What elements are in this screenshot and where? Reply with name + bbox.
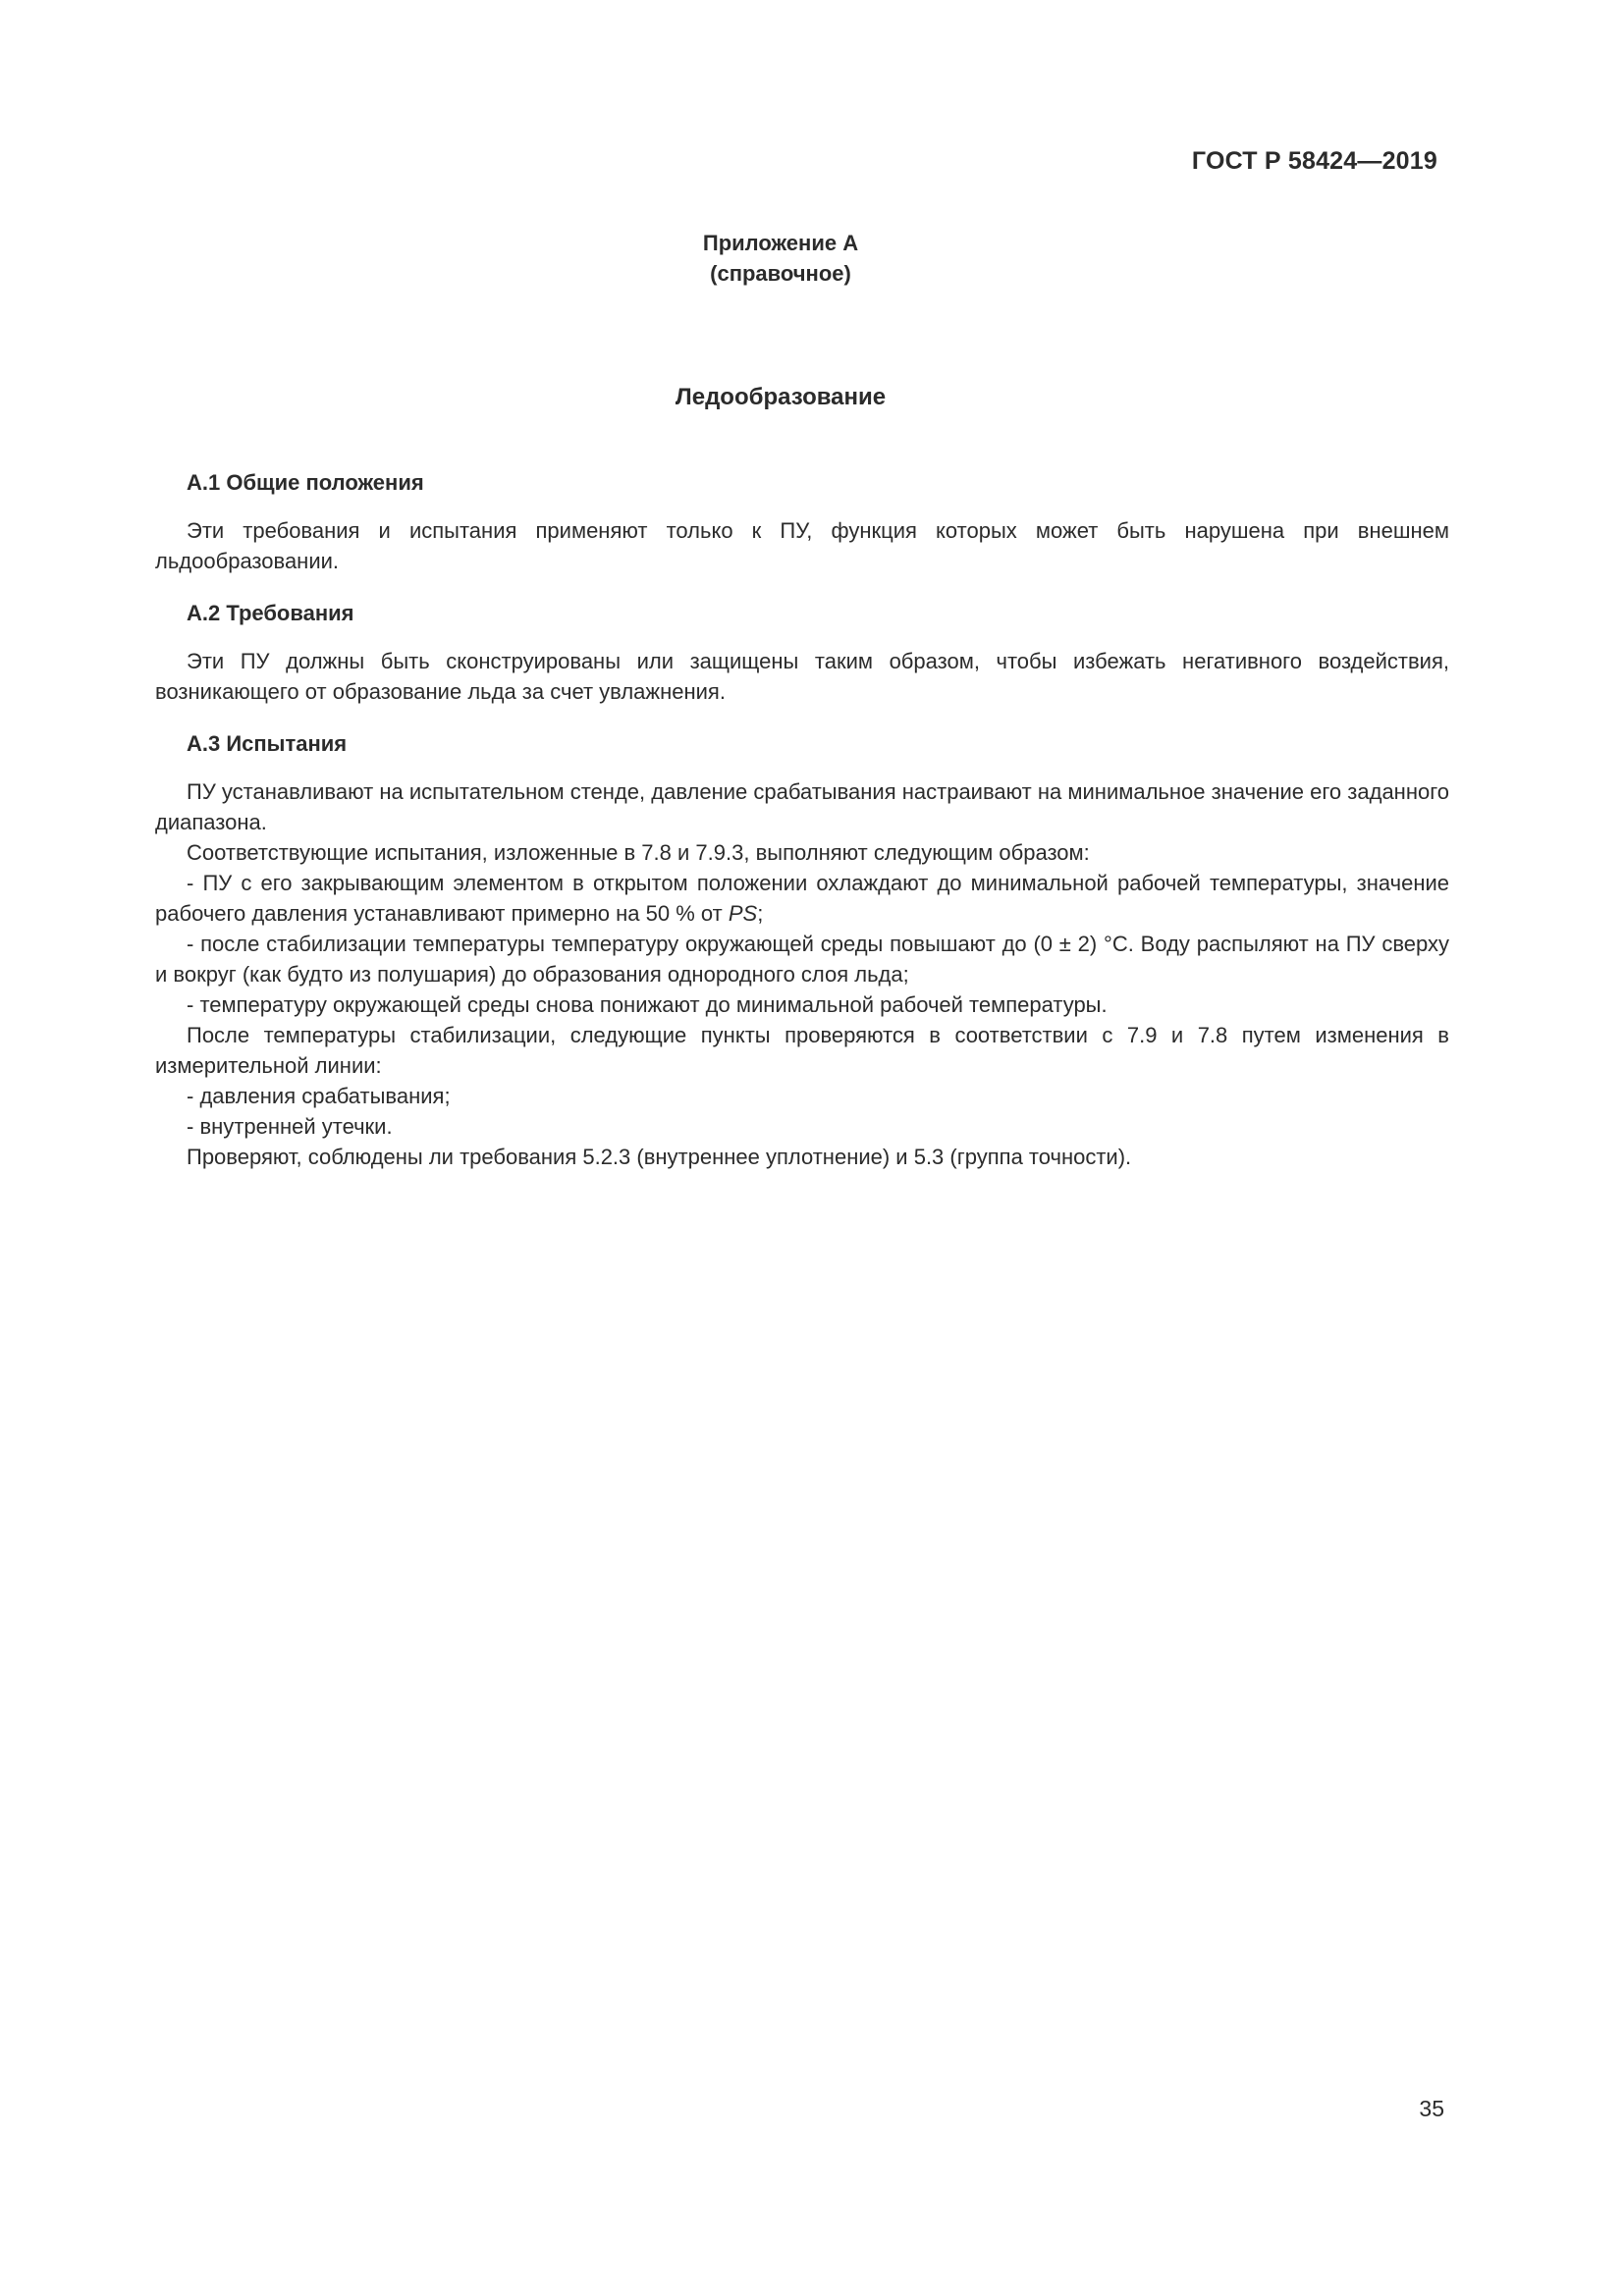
appendix-heading (0, 228, 1561, 289)
paragraph: ПУ устанавливают на испытательном стенде, давление срабатывания настраивают на минимальное значение его заданного диапазона. (155, 779, 1449, 834)
paragraph-with-symbol (155, 868, 1449, 929)
section-a3 (155, 728, 1449, 1172)
section-heading: А.2 Требования (187, 601, 354, 625)
document-code: ГОСТ Р 58424—2019 (1191, 147, 1437, 175)
paragraph: Эти ПУ должны быть сконструированы или защищены таким образом, чтобы избежать негативного воздействия, возникающего от образование льда за счет увлажнения. (155, 649, 1449, 704)
appendix-type: (справочное) (710, 261, 851, 286)
section-a2 (155, 598, 1449, 707)
paragraph: Проверяют, соблюдены ли требования 5.2.3 (внутреннее уплотнение) и 5.3 (группа точности). (187, 1145, 1132, 1169)
section-heading: А.3 Испытания (187, 731, 348, 756)
paragraph: - температуру окружающей среды снова понижают до минимальной рабочей температуры. (187, 992, 1108, 1017)
paragraph: - давления срабатывания; (187, 1084, 451, 1108)
appendix-label: Приложение А (702, 231, 859, 255)
section-heading: А.1 Общие положения (187, 470, 424, 495)
paragraph: Эти требования и испытания применяют только к ПУ, функция которых может быть нарушена при внешнем льдообразовании. (155, 518, 1449, 573)
paragraph: - после стабилизации температуры температуру окружающей среды повышают до (0 ± 2) °С. Воду распыляют на ПУ сверху и вокруг (как будто из полушария) до образования однородного слоя льда; (155, 932, 1449, 987)
section-a1 (155, 467, 1449, 576)
paragraph: Соответствующие испытания, изложенные в 7.8 и 7.9.3, выполняют следующим образом: (187, 840, 1090, 865)
paragraph: После температуры стабилизации, следующие пункты проверяются в соответствии с 7.9 и 7.8 путем изменения в измерительной линии: (155, 1023, 1449, 1078)
ps-suffix: ; (757, 901, 764, 926)
page-number: 35 (1419, 2096, 1444, 2121)
ps-symbol: PS (728, 901, 758, 926)
paragraph-text: - ПУ с его закрывающим элементом в открытом положении охлаждают до минимальной рабочей температуры, значение рабочего давления устанавливают примерно на 50 % от (155, 871, 1449, 926)
paragraph: - внутренней утечки. (187, 1114, 393, 1139)
document-body (155, 467, 1449, 1194)
appendix-title: Ледообразование (675, 384, 887, 410)
